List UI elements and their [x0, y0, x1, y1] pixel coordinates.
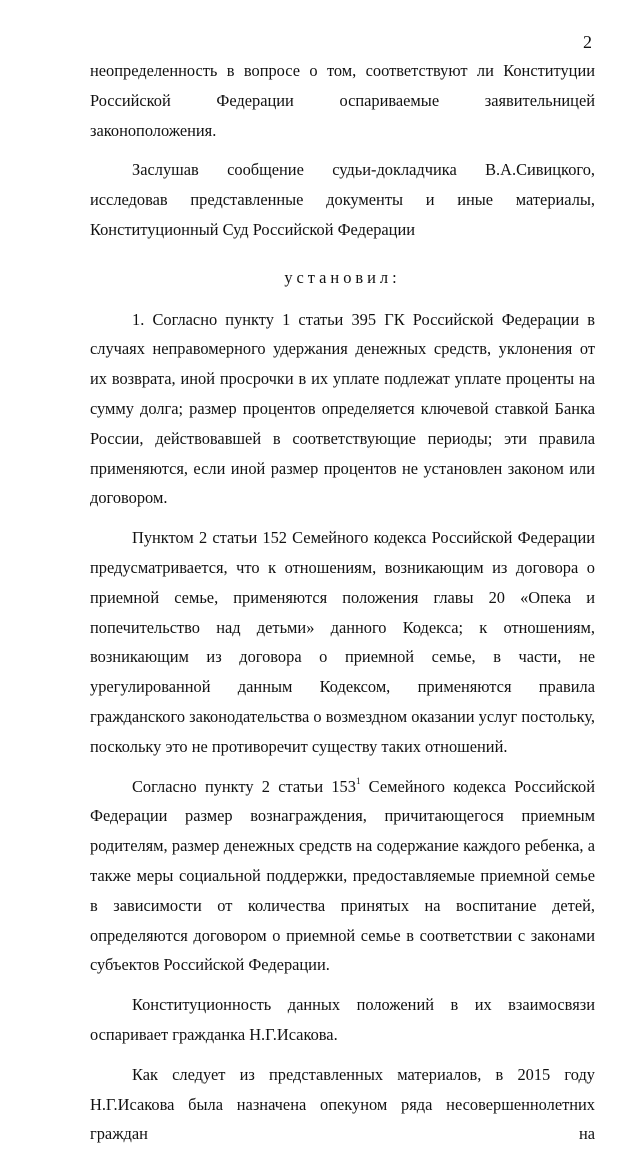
- paragraph-constitutionality-challenge: Конституционность данных положений в их взаимосвязи оспаривает гражданка Н.Г.Исакова.: [90, 995, 595, 1044]
- document-body: [90, 56, 595, 1149]
- paragraph-article-153-1: [90, 772, 595, 981]
- superscript-marker: 1: [355, 775, 361, 786]
- section-heading-established: установил:: [284, 267, 401, 287]
- paragraph-article-153-1-start: Согласно пункту 2 статьи 153: [132, 776, 356, 796]
- paragraph-article-152: Пунктом 2 статьи 152 Семейного кодекса Российской Федерации предусматривается, что к отношениям, возникающим из договора о приемной семье, применяются положения главы 20 «Опека и попечительство над детьми» данного Кодекса; к отношениям, возникающим из договора о приемной семье, в части, не урегулированной данным Кодексом, применяются правила гражданского законодательства о возмездном оказании услуг постольку, поскольку это не противоречит существу таких отношений.: [90, 528, 595, 756]
- paragraph-case-materials: Как следует из представленных материалов, в 2015 году Н.Г.Исакова была назначена опекуном ряда несовершеннолетних граждан на: [90, 1064, 595, 1144]
- page-number: 2: [583, 32, 592, 52]
- paragraph-court-hearing: Заслушав сообщение судьи-докладчика В.А.Сивицкого, исследовав представленные документы и иные материалы, Конституционный Суд Российской Федерации: [90, 160, 595, 239]
- paragraph-continuation: неопределенность в вопросе о том, соответствуют ли Конституции Российской Федерации оспариваемые заявительницей законоположения.: [90, 61, 595, 140]
- paragraph-article-395: 1. Согласно пункту 1 статьи 395 ГК Российской Федерации в случаях неправомерного удержания денежных средств, уклонения от их возврата, иной просрочки в их уплате подлежат уплате проценты на сумму долга; размер процентов определяется ключевой ставкой Банка России, действовавшей в соответствующие периоды; эти правила применяются, если иной размер процентов не установлен законом или договором.: [90, 309, 595, 508]
- paragraph-article-153-1-rest: Семейного кодекса Российской Федерации размер вознаграждения, причитающегося приемным родителям, размер денежных средств на содержание каждого ребенка, а также меры социальной поддержки, предоставляемые приемной семье в зависимости от количества принятых на воспитание детей, определяются договором о приемной семье в соответствии с законами субъектов Российской Федерации.: [90, 776, 595, 975]
